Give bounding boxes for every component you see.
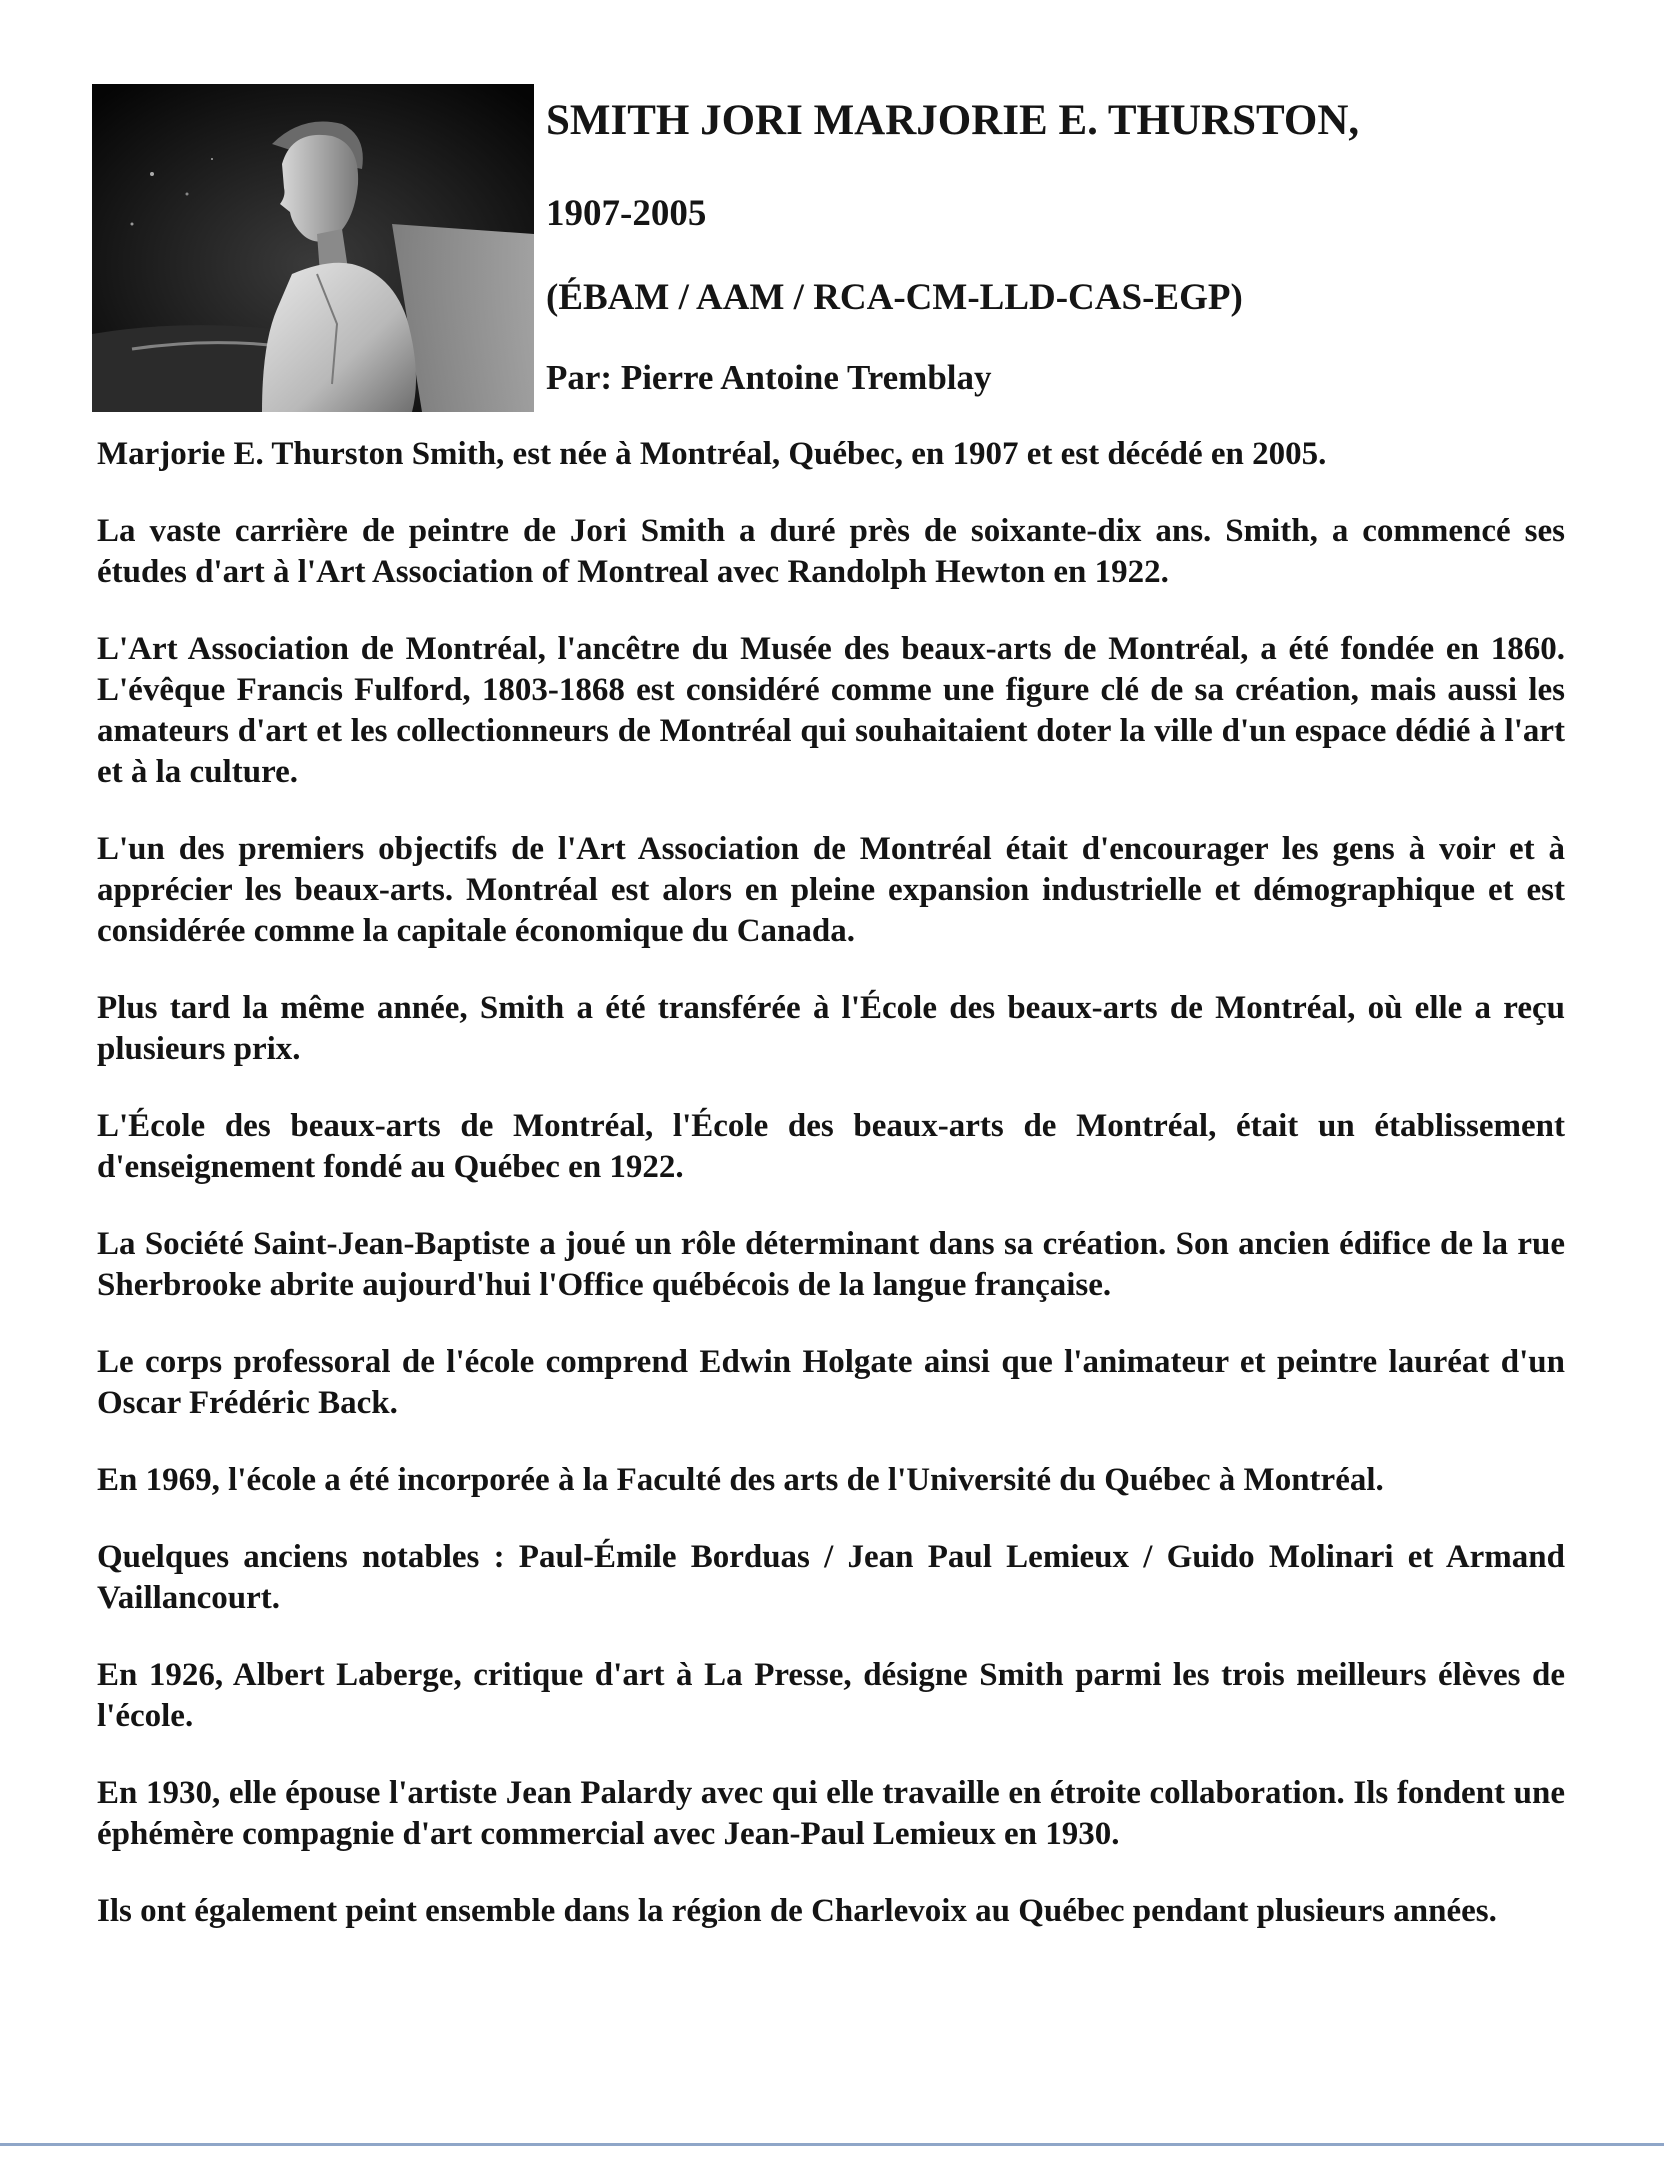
paragraph: Plus tard la même année, Smith a été transférée à l'École des beaux-arts de Montréal, où elle a reçu plusieurs prix. (97, 990, 1565, 1067)
portrait-image (92, 84, 534, 412)
portrait-photo (92, 84, 534, 412)
paragraph: Le corps professoral de l'école comprend Edwin Holgate ainsi que l'animateur et peintre lauréat d'un Oscar Frédéric Back. (97, 1344, 1565, 1421)
paragraph: Quelques anciens notables : Paul-Émile Borduas / Jean Paul Lemieux / Guido Molinari et Armand Vaillancourt. (97, 1539, 1565, 1616)
paragraph: La Société Saint-Jean-Baptiste a joué un rôle déterminant dans sa création. Son ancien édifice de la rue Sherbrooke abrite aujourd'hui l'Office québécois de la langue française. (97, 1226, 1565, 1303)
paragraph: En 1969, l'école a été incorporée à la Faculté des arts de l'Université du Québec à Montréal. (97, 1462, 1384, 1498)
paragraph: L'École des beaux-arts de Montréal, l'École des beaux-arts de Montréal, était un établissement d'enseignement fondé au Québec en 1922. (97, 1108, 1565, 1185)
paragraph: Ils ont également peint ensemble dans la région de Charlevoix au Québec pendant plusieurs années. (97, 1893, 1497, 1929)
paragraph: En 1930, elle épouse l'artiste Jean Palardy avec qui elle travaille en étroite collaboration. Ils fondent une éphémère compagnie d'art commercial avec Jean-Paul Lemieux en 1930. (97, 1775, 1565, 1852)
paragraph: L'Art Association de Montréal, l'ancêtre du Musée des beaux-arts de Montréal, a été fondée en 1860. L'évêque Francis Fulford, 1803-1868 est considéré comme une figure clé de sa création, mais aussi les amateurs d'art et les collectionneurs de Montréal qui souhaitaient doter la ville d'un espace dédié à l'art et à la culture. (97, 631, 1565, 790)
author-credit: Par: Pierre Antoine Tremblay (546, 358, 992, 397)
life-dates: 1907-2005 (546, 193, 707, 234)
paragraph: En 1926, Albert Laberge, critique d'art à La Presse, désigne Smith parmi les trois meilleurs élèves de l'école. (97, 1657, 1565, 1734)
artist-name: SMITH JORI MARJORIE E. THURSTON, (546, 97, 1360, 144)
biography-body (97, 434, 1565, 1968)
paragraph: La vaste carrière de peintre de Jori Smith a duré près de soixante-dix ans. Smith, a commencé ses études d'art à l'Art Association of Montreal avec Randolph Hewton en 1922. (97, 513, 1565, 590)
bottom-divider (0, 2143, 1664, 2146)
paragraph: L'un des premiers objectifs de l'Art Association de Montréal était d'encourager les gens à voir et à apprécier les beaux-arts. Montréal est alors en pleine expansion industrielle et démographique et est considérée comme la capitale économique du Canada. (97, 831, 1565, 949)
paragraph: Marjorie E. Thurston Smith, est née à Montréal, Québec, en 1907 et est décédé en 2005. (97, 436, 1327, 472)
affiliations: (ÉBAM / AAM / RCA-CM-LLD-CAS-EGP) (546, 277, 1243, 318)
